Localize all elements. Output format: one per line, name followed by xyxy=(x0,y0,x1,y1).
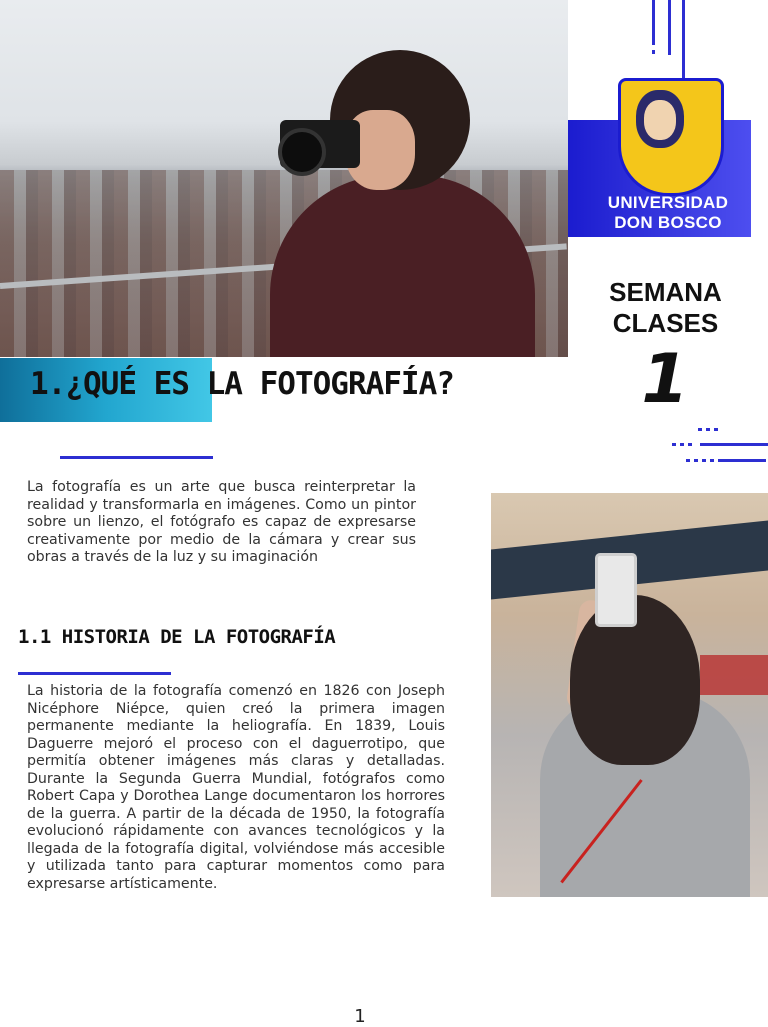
phone-icon xyxy=(595,553,637,627)
decor-dots xyxy=(672,443,696,446)
decor-dot xyxy=(652,50,655,54)
university-name-line2: DON BOSCO xyxy=(614,213,722,232)
subsection-title: 1.1 HISTORIA DE LA FOTOGRAFÍA xyxy=(18,626,336,648)
section-body: La fotografía es un arte que busca reinterpretar la realidad y transformarla en imágenes. Como un pintor sobre un lienzo, el fotógrafo es capaz de expresarse creativamente por medio de la cámara y crear sus obras a través de la luz y su imaginación xyxy=(27,479,416,565)
week-number: 1 xyxy=(641,340,689,419)
subsection-body: La historia de la fotografía comenzó en 1826 con Joseph Nicéphore Niépce, quien creó la primera imagen permanente mediante la heliografía. En 1839, Louis Daguerre mejoró el proceso con el daguerrotipo, que permitía obtener imágenes más claras y detalladas. Durante la Segunda Guerra Mundial, fotógrafos como Robert Capa y Dorothea Lange documentaron los horrores de la guerra. A partir de la década de 1950, la fotografía evolucionó rápidamente con avances tecnológicos y la llegada de la fotografía digital, volviéndose más accesible y utilizada tanto para capturar momentos como para expresarse artísticamente. xyxy=(27,683,445,892)
week-label-line2: CLASES xyxy=(612,308,719,338)
camera-lens xyxy=(278,128,326,176)
decor-line xyxy=(668,0,671,55)
decor-line xyxy=(652,0,655,45)
hero-photo-photographer xyxy=(0,0,568,357)
decor-line xyxy=(682,0,685,78)
decor-dots xyxy=(686,459,716,462)
university-name-line1: UNIVERSIDAD xyxy=(607,193,729,212)
decor-dots xyxy=(698,428,722,431)
section-title: 1.¿QUÉ ES LA FOTOGRAFÍA? xyxy=(30,366,454,402)
decor-line xyxy=(718,459,766,462)
page-number: 1 xyxy=(354,1006,366,1027)
decor-line xyxy=(700,443,768,446)
street-tables xyxy=(700,655,768,695)
subsection-underline xyxy=(18,672,171,675)
shield-portrait-face xyxy=(644,100,676,140)
title-underline xyxy=(60,456,213,459)
week-label-line1: SEMANA xyxy=(609,277,722,307)
